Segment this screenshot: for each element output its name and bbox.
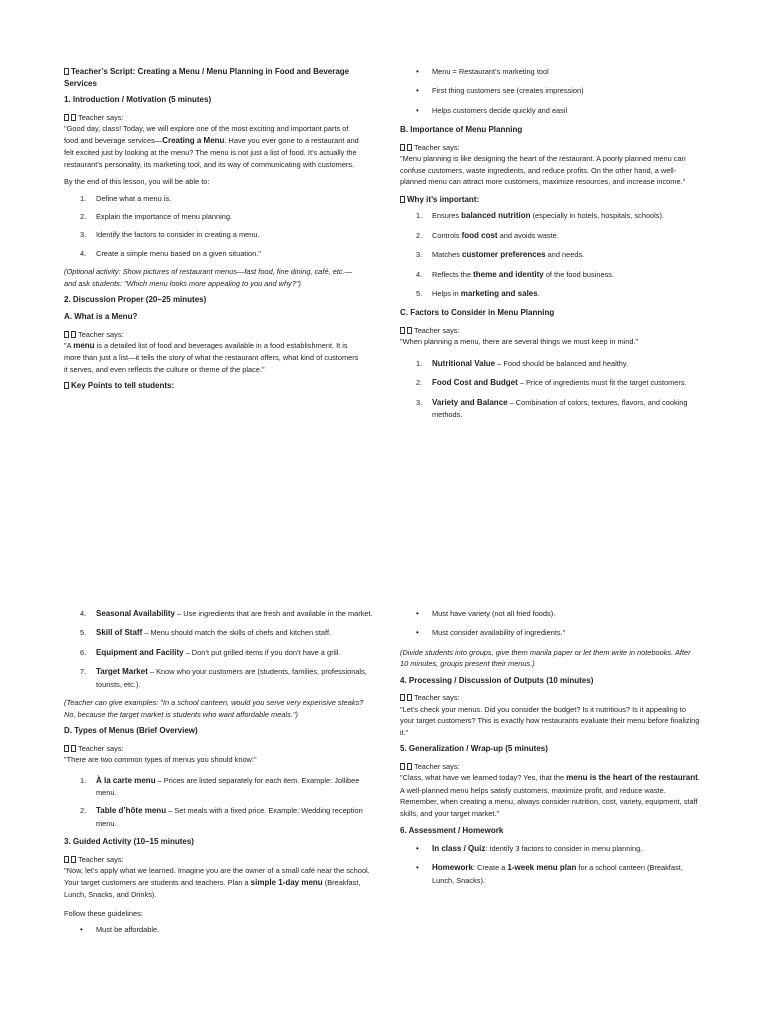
section2d-heading: D. Types of Menus (Brief Overview) [64,725,198,735]
list-item: 4. Reflects the theme and identity of the food business. [416,269,615,279]
list-item: • Must be affordable. [80,925,160,935]
list-item: 3. Variety and Balance – Combination of colors, textures, flavors, and cooking methods. [416,397,688,420]
list-item: 2. Table d’hôte menu – Set meals with a fixed price. Example: Wedding reception menu. [80,806,363,828]
factors-quote: "When planning a menu, there are several things we must keep in mind." [400,337,639,347]
teacher-says-label: Teacher says: [400,692,700,703]
section4-heading: 4. Processing / Discussion of Outputs (10 minutes) [400,675,594,685]
page2-right-column [400,608,700,893]
list-item: 3. Matches customer preferences and needs. [416,250,585,260]
box-icon [71,114,76,121]
page1-left-column [64,66,360,392]
why-important-heading: Why it’s important: [400,194,700,206]
section2b-heading: B. Importance of Menu Planning [400,125,523,135]
key-points-list [400,66,700,116]
list-item: • In class / Quiz: Identify 3 factors to consider in menu planning. [416,843,643,853]
section2-heading: 2. Discussion Proper (20–25 minutes) [64,295,207,305]
box-icon [64,114,69,121]
box-icon [64,745,69,752]
teacher-says-label: Teacher says: [64,743,374,754]
objectives-list [64,193,360,260]
optional-activity-note: (Optional activity: Show pictures of restaurant menus—fast food, fine dining, café, etc.—and ask students: "Which menu looks more appealing to you and why?") [64,267,352,288]
teacher-says-label: Teacher says: [400,142,700,153]
menu-definition-quote: "A menu is a detailed list of food and beverages available in a food establishment. It is more than just a list—it tells the story of what the restaurant offers, what kind of customers it serves, and even reflects the culture or theme of the place." [64,340,359,374]
menu-types-quote: "There are two common types of menus you should know:" [64,755,257,765]
section2a-heading: A. What is a Menu? [64,311,138,321]
list-item: 2. Explain the importance of menu planning. [80,211,232,221]
list-item: • First thing customers see (creates impression) [416,86,584,96]
list-item: • Must consider availability of ingredients." [416,628,566,638]
list-item: • Helps customers decide quickly and easil [416,105,568,115]
list-item: 2. Food Cost and Budget – Price of ingredients must fit the target customers. [416,378,687,388]
guidelines-list-bottom [400,608,700,639]
why-important-list [400,210,700,300]
list-item: 5. Helps in marketing and sales. [416,289,540,299]
box-icon [400,694,405,701]
list-item: 2. Controls food cost and avoids waste. [416,230,559,240]
box-icon [400,196,405,203]
list-item: 1. Nutritional Value – Food should be balanced and healthy. [416,358,629,368]
teacher-says-label: Teacher says: [64,112,360,123]
list-item: 1. Define what a menu is. [80,193,172,203]
wrap-up-quote: "Class, what have we learned today? Yes, that the menu is the heart of the restaurant. A well-planned menu helps satisfy customers, maximize profit, and reduce waste. Remember, when creating a menu, always consider nutrition, cost, variety, equipment, staff skills, and your target market." [400,773,700,818]
list-item: 4. Seasonal Availability – Use ingredients that are fresh and available in the market. [80,609,373,618]
box-icon [400,763,405,770]
teacher-says-label: Teacher says: [64,329,360,340]
assessment-list [400,843,700,886]
group-activity-note: (Divide students into groups, give them manila paper or let them write in notebooks. After 10 minutes, groups present their menus.) [400,647,691,669]
box-icon [407,327,412,334]
box-icon [407,694,412,701]
guidelines-list-top [64,924,374,935]
list-item: • Menu = Restaurant’s marketing tool [416,67,549,76]
list-item: • Homework: Create a 1-week menu plan for a school canteen (Breakfast, Lunch, Snacks). [416,863,683,885]
section3-heading: 3. Guided Activity (10–15 minutes) [64,837,194,847]
list-item: 6. Equipment and Facility – Don’t put grilled items if you don’t have a grill. [80,647,341,657]
list-item: 3. Identify the factors to consider in creating a menu. [80,230,260,240]
section6-heading: 6. Assessment / Homework [400,826,504,836]
guided-activity-quote: "Now, let’s apply what we learned. Imagine you are the owner of a small café near the school. Your target customers are students and teachers. Plan a simple 1-day menu (Breakfast, Lunch, Snacks, and Drinks). [64,866,370,900]
objectives-intro: By the end of this lesson, you will be able to: [64,177,210,187]
list-item: 1. Ensures balanced nutrition (especially in hotels, hospitals, schools). [416,211,665,221]
list-item: 4. Create a simple menu based on a given situation." [80,248,261,258]
list-item: 7. Target Market – Know who your customers are (students, families, professionals, tourists, etc.). [80,667,367,689]
box-icon [64,382,69,389]
guidelines-intro: Follow these guidelines: [64,908,143,918]
box-icon [71,331,76,338]
page1-right-column [400,66,700,428]
list-item: 1. À la carte menu – Prices are listed separately for each item. Example: Jollibee menu. [80,775,360,797]
menu-types-list [64,775,374,830]
box-icon [400,327,405,334]
box-icon [407,763,412,770]
box-icon [400,144,405,151]
section5-heading: 5. Generalization / Wrap-up (5 minutes) [400,744,548,754]
document-title: Teacher’s Script: Creating a Menu / Menu Planning in Food and Beverage Services [64,67,350,88]
factors-list-bottom [64,608,374,690]
intro-quote: "Good day, class! Today, we will explore one of the most exciting and important parts of food and beverage services—Creating a Menu. Have you ever gone to a restaurant and felt excited just by looking at the menu? The menu is not just a list of food. It’s actually the restaurant’s personality, its marketing tool, and its way of communicating with customers. [64,124,359,169]
importance-quote: "Menu planning is like designing the heart of the restaurant. A poorly planned menu can confuse customers, waste ingredients, and reduce profits. On the other hand, a well-planned menu can attract more customers, maximize resources, and increase income." [400,154,686,187]
box-icon [64,856,69,863]
key-points-heading: Key Points to tell students: [64,380,360,392]
teacher-says-label: Teacher says: [400,325,700,336]
box-icon [407,144,412,151]
teacher-says-label: Teacher says: [400,761,700,772]
box-icon [71,745,76,752]
section1-heading: 1. Introduction / Motivation (5 minutes) [64,95,212,105]
list-item: • Must have variety (not all fried foods). [416,609,556,618]
list-item: 5. Skill of Staff – Menu should match the skills of chefs and kitchen staff. [80,628,332,638]
school-canteen-example: (Teacher can give examples: "In a school canteen, would you serve very expensive steaks? No, because the target market is students who want affordable meals.") [64,698,364,719]
factors-list-top [400,358,700,421]
teacher-says-label: Teacher says: [64,854,374,865]
box-icon [64,331,69,338]
section2c-heading: C. Factors to Consider in Menu Planning [400,308,555,318]
box-icon [71,856,76,863]
processing-quote: "Let’s check your menus. Did you consider the budget? Is it nutritious? Is it appealing to your target customers? This is exactly how restaurants evaluate their menu before finalizing it." [400,704,700,737]
page2-left-column [64,608,374,936]
box-icon [64,68,69,75]
